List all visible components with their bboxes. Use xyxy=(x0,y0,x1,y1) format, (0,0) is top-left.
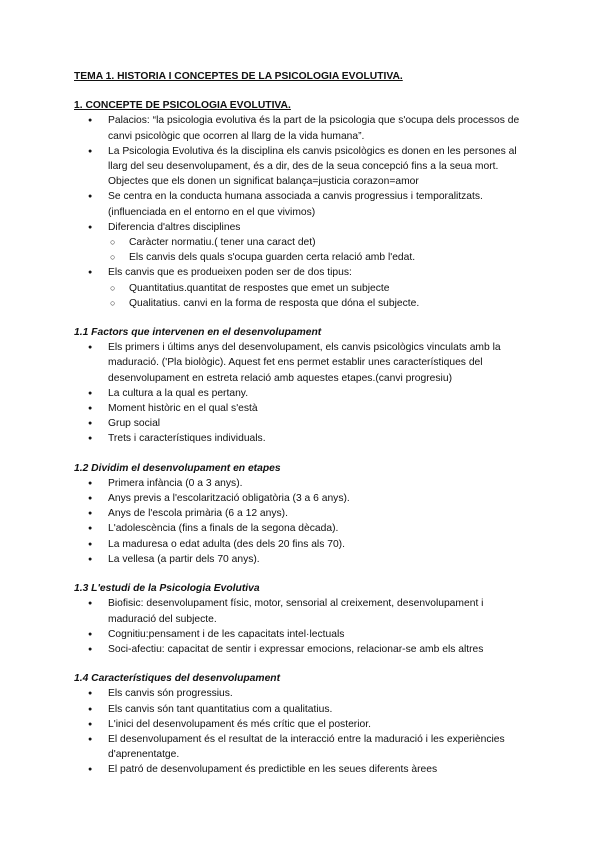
section-factors xyxy=(74,325,524,447)
list-item: ● Se centra en la conducta humana associada a canvis progressius i temporalitzats.(influenciada en el entorno en el que vivimos) xyxy=(108,189,524,219)
list-item: ● El desenvolupament és el resultat de la interacció entre la maduració i les experiències d'aprenentatge. xyxy=(108,732,524,762)
document-title: TEMA 1. HISTORIA I CONCEPTES DE LA PSICOLOGIA EVOLUTIVA. xyxy=(74,71,403,82)
section-estudi xyxy=(74,581,524,657)
list-item: ● L'inici del desenvolupament és més crític que el posterior. xyxy=(108,717,524,732)
list-item: ● Trets i característiques individuals. xyxy=(108,431,524,446)
section-heading: 1.2 Dividim el desenvolupament en etapes xyxy=(74,462,281,474)
list-item: ● El patró de desenvolupament és predictible en les seues diferents àrees xyxy=(108,762,524,777)
bullet-list xyxy=(74,113,524,311)
list-item: ● Palacios: “la psicologia evolutiva és la part de la psicologia que s'ocupa dels processos de canvi psicològic que ocorren al llarg de la vida humana”. xyxy=(108,113,524,143)
list-item: ● La maduresa o edat adulta (des dels 20 fins als 70). xyxy=(108,537,524,552)
section-heading: 1. CONCEPTE DE PSICOLOGIA EVOLUTIVA. xyxy=(74,100,291,112)
section-caracteristiques xyxy=(74,671,524,777)
list-item: ● L'adolescència (fins a finals de la segona dècada). xyxy=(108,521,524,536)
bullet-list xyxy=(74,596,524,657)
list-item: ● La vellesa (a partir dels 70 anys). xyxy=(108,552,524,567)
sub-list-item: ○ Caràcter normatiu.( tener una caract det) xyxy=(129,235,524,250)
section-etapes xyxy=(74,461,524,567)
bullet-list xyxy=(74,686,524,777)
list-item: ● Els canvis són tant quantitatius com a qualitatius. xyxy=(108,702,524,717)
bullet-list xyxy=(74,340,524,446)
list-item: ● La cultura a la qual es pertany. xyxy=(108,386,524,401)
section-heading: 1.1 Factors que intervenen en el desenvolupament xyxy=(74,327,322,339)
list-item-text: Els canvis que es produeixen poden ser de dos tipus: xyxy=(108,267,352,279)
sub-list-item: ○ Els canvis dels quals s'ocupa guarden certa relació amb l'edat. xyxy=(129,250,524,265)
list-item: ● Anys de l'escola primària (6 a 12 anys). xyxy=(108,506,524,521)
list-item: ● Anys previs a l'escolarització obligatòria (3 a 6 anys). xyxy=(108,491,524,506)
bullet-list xyxy=(74,476,524,567)
list-item: ● La Psicologia Evolutiva és la disciplina els canvis psicològics es donen en les persones al llarg del seu desenvolupament, és a dir, des de la seua concepció fins a la seua mort. Objectes que els donen un significat balança=justicia corazon=amor xyxy=(108,144,524,190)
list-item: ● Biofisic: desenvolupament físic, motor, sensorial al creixement, desenvolupament i maduració del subjecte. xyxy=(108,596,524,626)
list-item: ● Grup social xyxy=(108,416,524,431)
sub-list-item: ○ Quantitatius.quantitat de respostes que emet un subjecte xyxy=(129,281,524,296)
document-page xyxy=(74,69,524,792)
list-item xyxy=(108,220,524,266)
sub-list xyxy=(108,281,524,311)
list-item: ● Moment històric en el qual s'està xyxy=(108,401,524,416)
list-item: ● Cognitiu:pensament i de les capacitats intel·lectuals xyxy=(108,627,524,642)
section-heading: 1.3 L'estudi de la Psicologia Evolutiva xyxy=(74,583,260,595)
list-item: ● Els primers i últims anys del desenvolupament, els canvis psicològics vinculats amb la maduració. ('Pla biològic). Aquest fet ens permet establir unes característiques del desenvolupament en estreta relació amb aquestes etapes.(canvi progresiu) xyxy=(108,340,524,386)
list-item: ● Primera infància (0 a 3 anys). xyxy=(108,476,524,491)
section-concepte xyxy=(74,98,524,311)
sub-list-item: ○ Qualitatius. canvi en la forma de resposta que dóna el subjecte. xyxy=(129,296,524,311)
section-heading: 1.4 Característiques del desenvolupament xyxy=(74,673,281,685)
list-item: ● Els canvis són progressius. xyxy=(108,686,524,701)
list-item xyxy=(108,265,524,311)
sub-list xyxy=(108,235,524,265)
list-item: ● Soci-afectiu: capacitat de sentir i expressar emocions, relacionar-se amb els altres xyxy=(108,642,524,657)
list-item-text: Diferencia d'altres disciplines xyxy=(108,221,241,233)
